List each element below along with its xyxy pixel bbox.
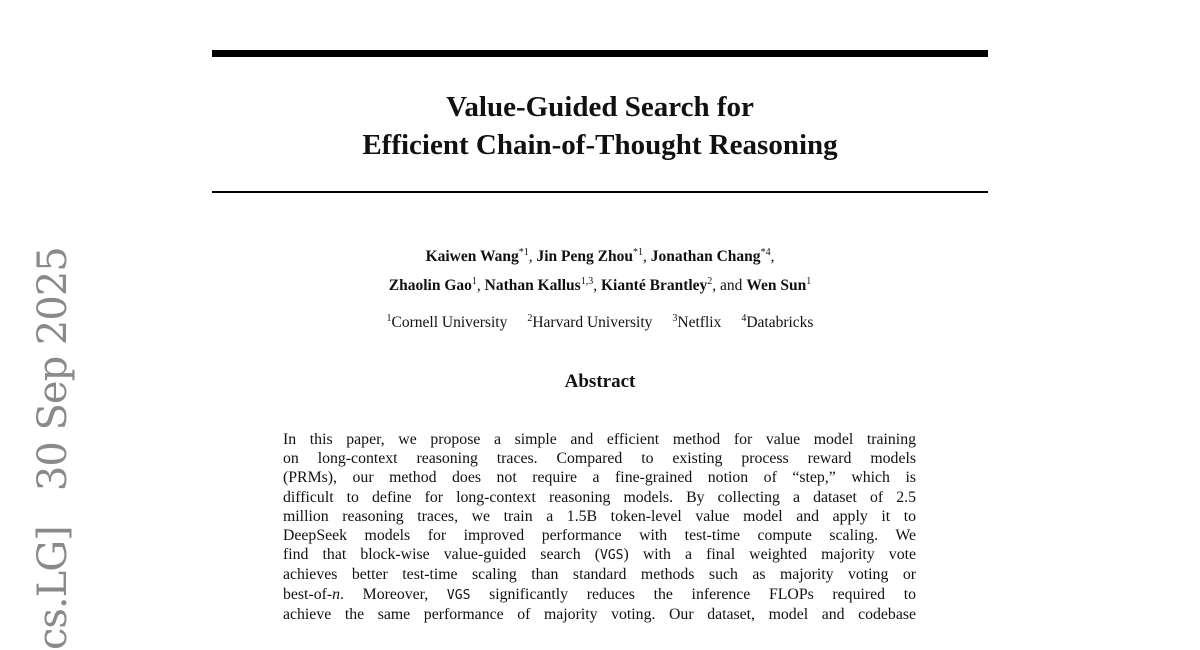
abstract-line: achieve the same performance of majority voting. Our dataset, model and codebase — [283, 605, 916, 623]
arxiv-stamp — [30, 247, 76, 650]
affiliation: $^2$Harvard University — [527, 313, 653, 331]
author-affiliation-mark: *1 — [632, 247, 643, 258]
author-separator: , and — [712, 277, 747, 294]
abstract-heading: Abstract — [564, 371, 636, 392]
author-affiliation-mark: *4 — [760, 247, 771, 258]
abstract-body — [283, 430, 916, 624]
author-separator: , — [770, 248, 775, 265]
abstract-line: on long-context reasoning traces. Compared to existing process reward models — [283, 450, 916, 468]
abstract-line: achieves better test-time scaling than standard methods such as majority voting or — [283, 566, 916, 584]
abstract-line: difficult to define for long-context reasoning models. By collecting a dataset of 2.5 — [283, 488, 916, 506]
affiliation: $^4$Databricks — [741, 313, 814, 331]
affiliation: $^1$Cornell University — [386, 313, 508, 331]
author-affiliation-mark: 1 — [806, 276, 812, 287]
abstract-line: In this paper, we propose a simple and efficient method for value model training — [283, 431, 916, 448]
author-affiliation-mark: 1,3 — [580, 276, 594, 287]
affiliation: $^3$Netflix — [672, 313, 722, 331]
author-name: Wen Sun — [746, 277, 807, 294]
author-affiliation-mark: 2 — [707, 276, 713, 287]
title-line-1: Value-Guided Search for — [446, 91, 754, 123]
author-affiliation-mark: 1 — [471, 276, 477, 287]
author-list — [212, 242, 988, 300]
arxiv-category: cs.LG] — [30, 526, 76, 650]
author-separator: , — [528, 248, 537, 265]
abstract-line: (PRMs), our method does not require a fine-grained notion of “step,” which is — [283, 469, 916, 487]
author-name: Zhaolin Gao — [388, 277, 472, 294]
abstract-line: best-of-n. Moreover, VGS significantly reduces the inference FLOPs required to — [283, 585, 916, 603]
abstract-line: million reasoning traces, we train a 1.5B token-level value model and apply it to — [283, 507, 916, 525]
author-name: Kaiwen Wang — [425, 248, 519, 265]
author-name: Jonathan Chang — [650, 248, 761, 265]
affiliations — [212, 314, 988, 332]
author-name: Kianté Brantley — [600, 277, 708, 294]
author-name: Nathan Kallus — [484, 277, 581, 294]
arxiv-date: 30 Sep 2025 — [30, 247, 76, 492]
author-separator: , — [593, 277, 601, 294]
title-rule — [212, 191, 988, 193]
top-rule — [212, 50, 988, 57]
author-name: Jin Peng Zhou — [536, 248, 633, 265]
author-separator: , — [642, 248, 651, 265]
paper-title — [212, 88, 988, 164]
author-affiliation-mark: *1 — [518, 247, 529, 258]
abstract-line: find that block-wise value-guided search (VGS) with a final weighted majority vote — [283, 546, 916, 564]
title-line-2: Efficient Chain-of-Thought Reasoning — [362, 129, 838, 161]
author-separator: , — [476, 277, 485, 294]
abstract-line: DeepSeek models for improved performance with test-time compute scaling. We — [283, 527, 916, 545]
